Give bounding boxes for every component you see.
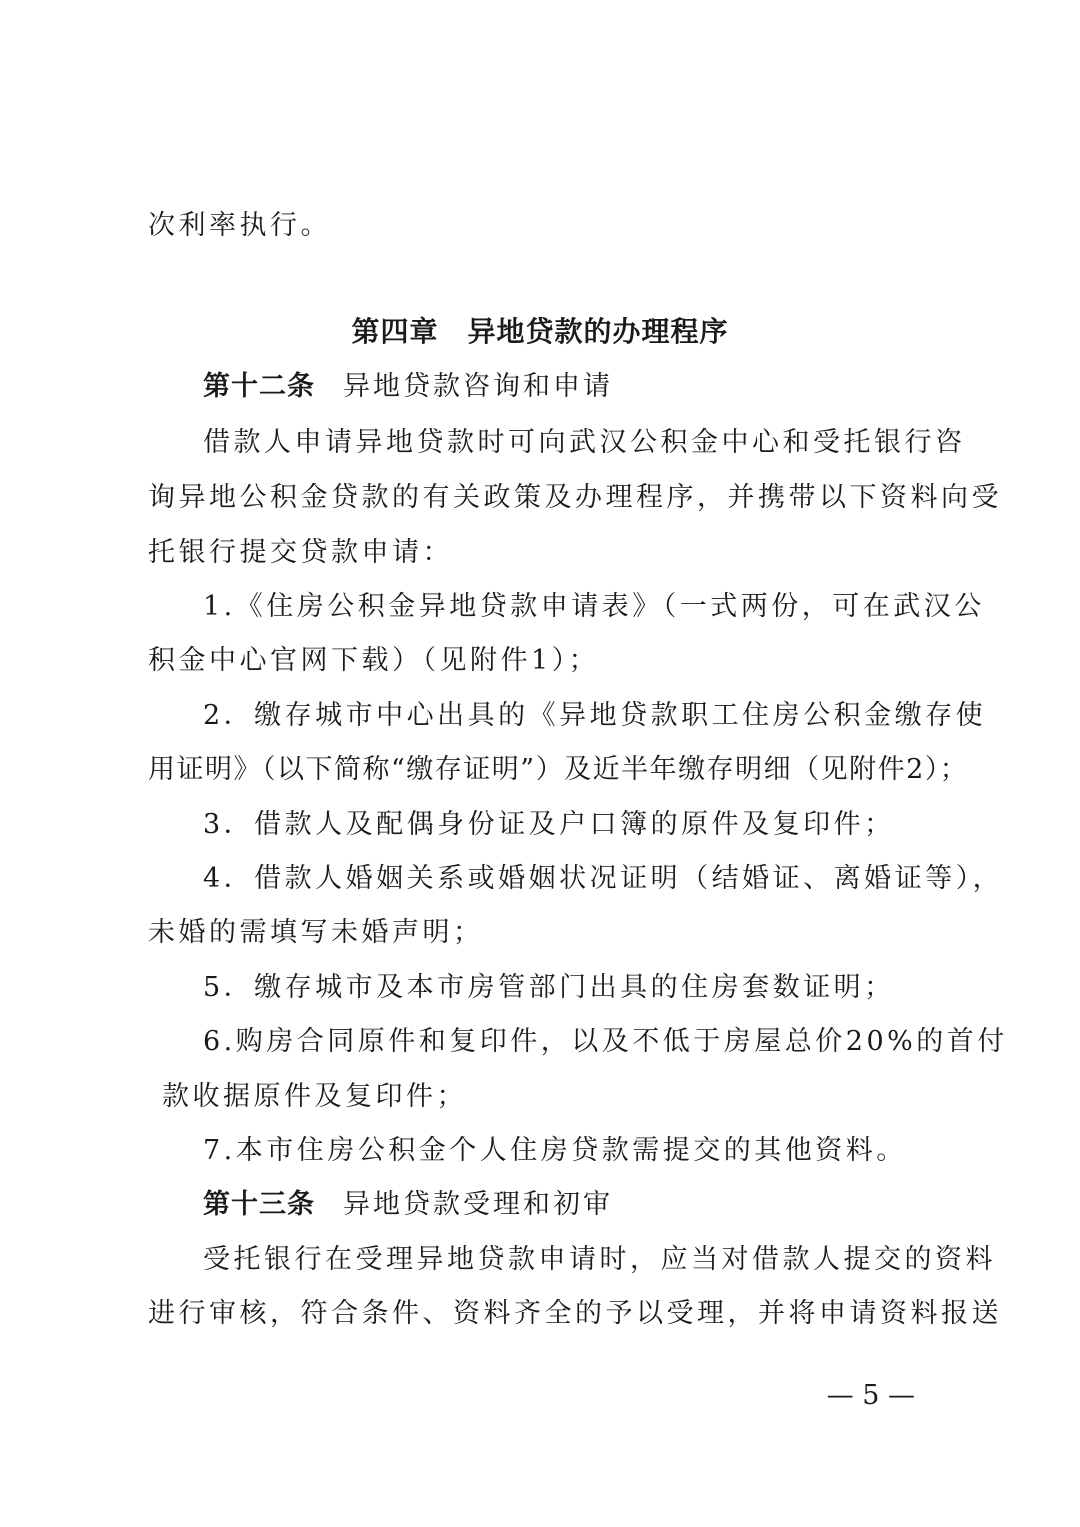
text-line: 未婚的需填写未婚声明； <box>148 917 484 948</box>
text-line: 次利率执行。 <box>148 210 331 241</box>
list-item: 7.本市住房公积金个人住房贷款需提交的其他资料。 <box>203 1135 907 1166</box>
list-item: 2．缴存城市中心出具的《异地贷款职工住房公积金缴存使 <box>203 700 987 731</box>
page-number: — 5 — <box>826 1380 915 1411</box>
text-line: 受托银行在受理异地贷款申请时，应当对借款人提交的资料 <box>203 1244 996 1275</box>
list-item: 1.《住房公积金异地贷款申请表》（一式两份，可在武汉公 <box>203 591 985 622</box>
article-13-number: 第十三条 <box>203 1189 315 1220</box>
list-item: 6.购房合同原件和复印件，以及不低于房屋总价20%的首付 <box>203 1026 1008 1057</box>
article-13-title: 异地贷款受理和初审 <box>343 1189 613 1220</box>
list-item: 5．缴存城市及本市房管部门出具的住房套数证明； <box>203 972 895 1003</box>
text-line: 用证明》（以下简称“缴存证明”）及近半年缴存明细（见附件2）； <box>148 754 969 785</box>
article-12-number: 第十二条 <box>203 371 315 402</box>
list-item: 3．借款人及配偶身份证及户口簿的原件及复印件； <box>203 809 895 840</box>
list-item: 4．借款人婚姻关系或婚姻状况证明（结婚证、离婚证等）， <box>203 863 1004 894</box>
text-line: 借款人申请异地贷款时可向武汉公积金中心和受托银行咨 <box>203 427 966 458</box>
article-12-heading <box>203 369 613 405</box>
article-12-title: 异地贷款咨询和申请 <box>343 371 613 402</box>
text-line: 进行审核，符合条件、资料齐全的予以受理，并将申请资料报送 <box>148 1298 1002 1329</box>
chapter-title: 第四章 异地贷款的办理程序 <box>351 315 729 348</box>
text-line: 款收据原件及复印件； <box>162 1081 467 1112</box>
text-line: 托银行提交贷款申请： <box>148 537 453 568</box>
text-line: 积金中心官网下载）（见附件1）； <box>148 645 600 676</box>
text-line: 询异地公积金贷款的有关政策及办理程序，并携带以下资料向受 <box>148 482 1002 513</box>
article-13-heading <box>203 1187 613 1223</box>
